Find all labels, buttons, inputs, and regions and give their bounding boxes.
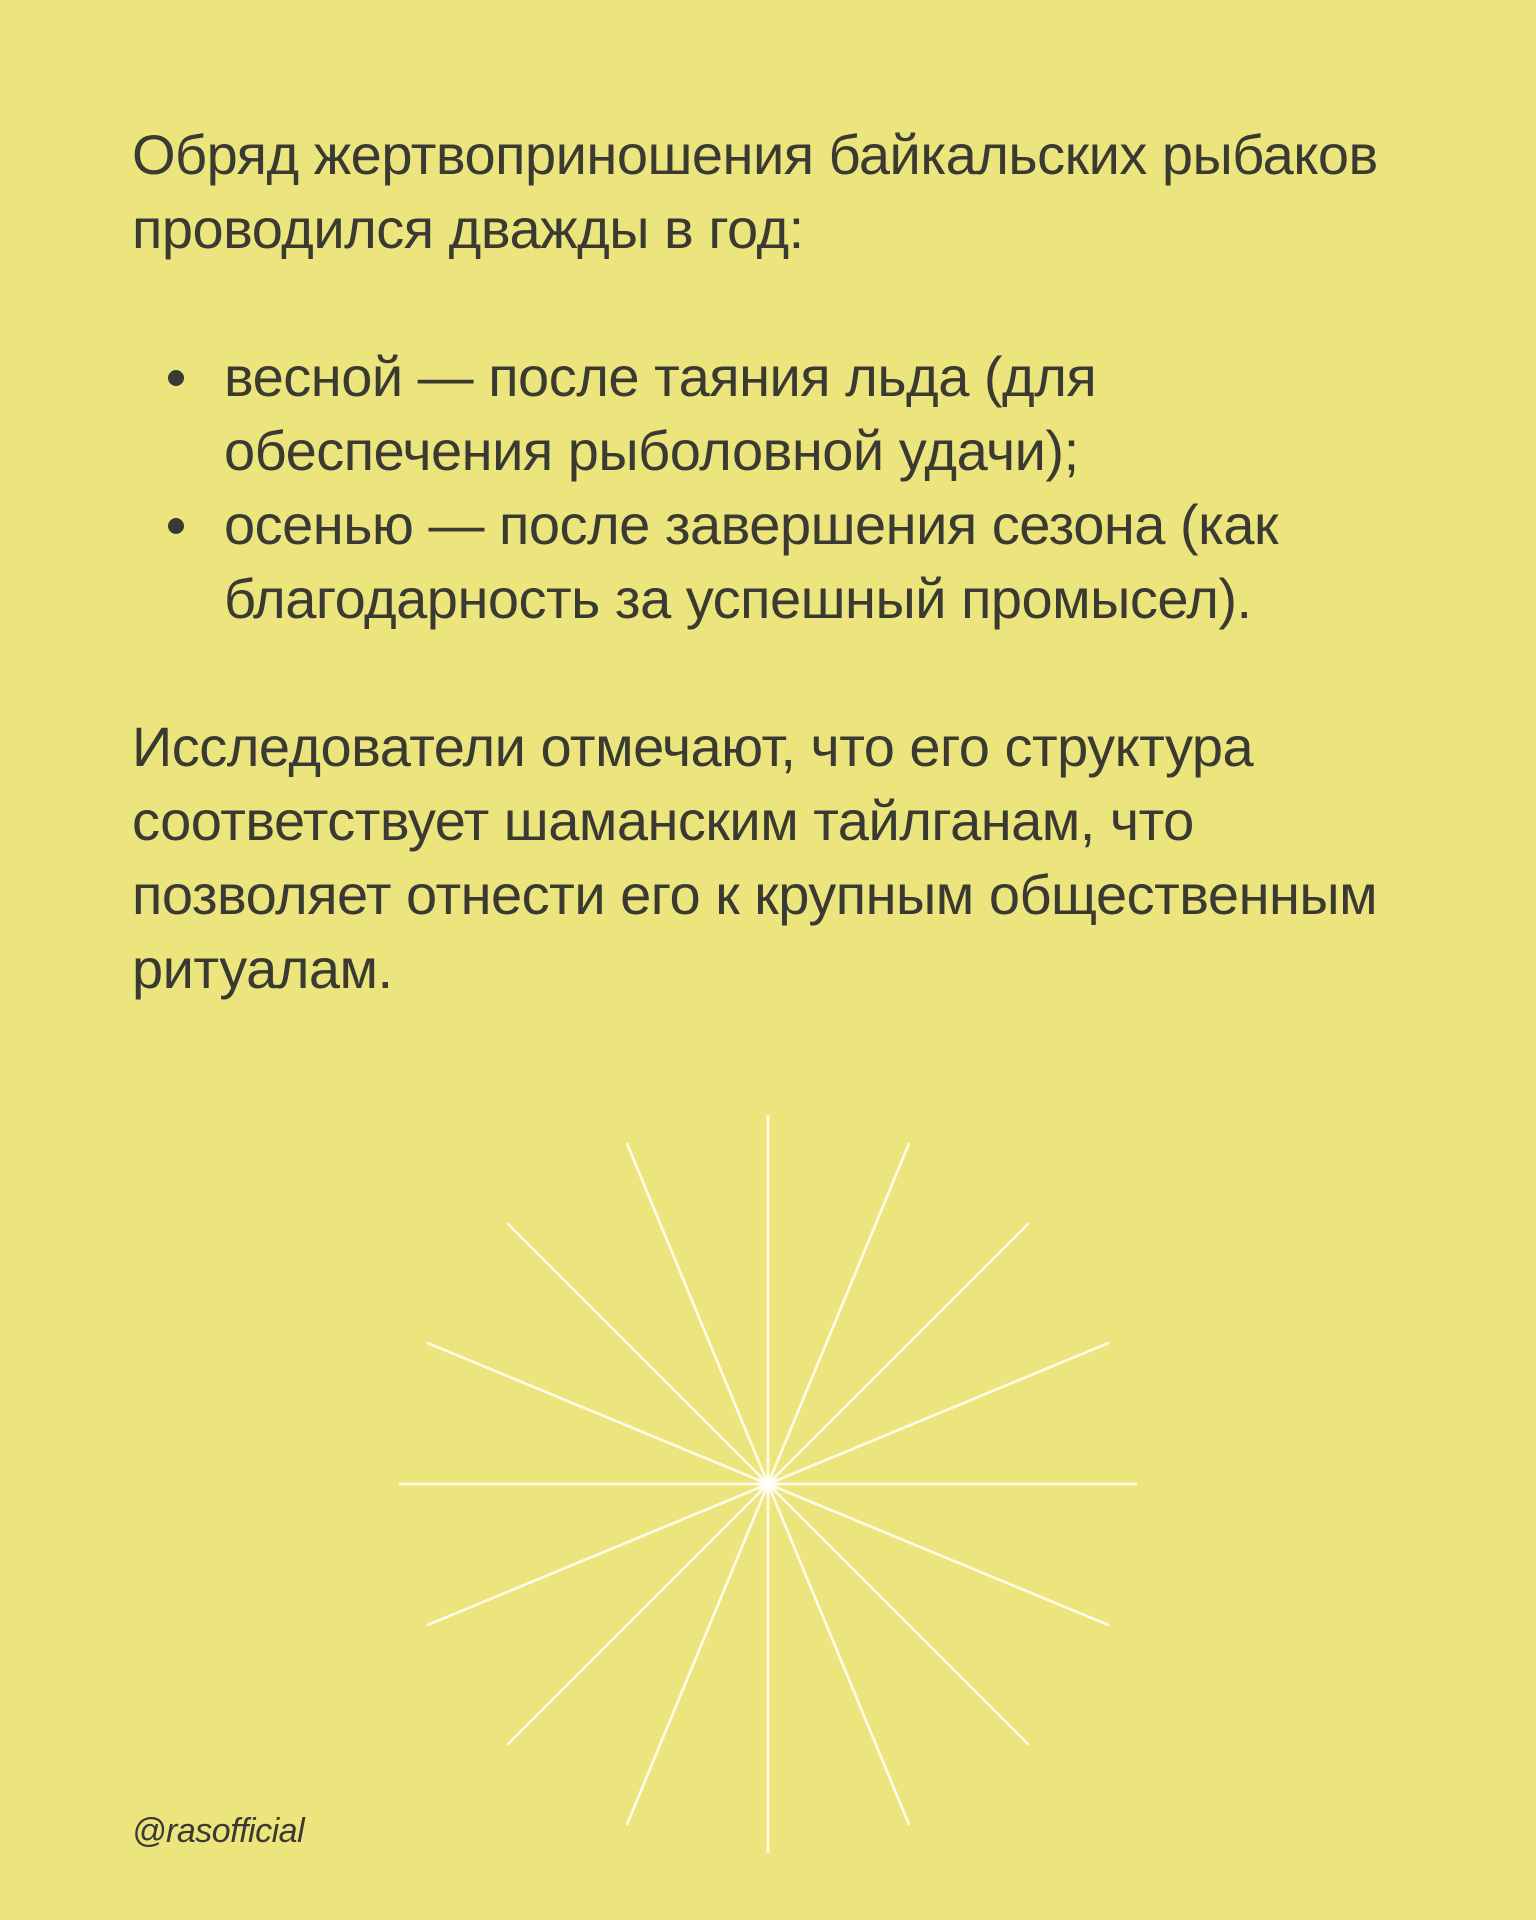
conclusion-paragraph: Исследователи отмечают, что его структура соответствует шаманским тайлганам, что позволяет отнести его к крупным общественным ритуалам.: [132, 715, 1378, 1000]
starburst-ray: [768, 1224, 1028, 1484]
list-item-text: весной — после таяния льда (для обеспечения рыболовной удачи);: [224, 345, 1097, 482]
starburst-ray: [768, 1484, 1108, 1625]
starburst-ray: [627, 1144, 768, 1484]
list-item-text: осенью — после завершения сезона (как благодарность за успешный промысел).: [224, 493, 1279, 630]
intro-paragraph: Обряд жертвоприношения байкальских рыбаков проводился дважды в год:: [132, 123, 1378, 260]
starburst-ray: [627, 1484, 768, 1824]
starburst-center: [754, 1470, 782, 1498]
starburst-ray: [428, 1484, 768, 1625]
starburst-ray: [428, 1343, 768, 1484]
starburst-ray: [508, 1224, 768, 1484]
starburst-ray: [768, 1343, 1108, 1484]
starburst-ray: [768, 1484, 1028, 1744]
account-handle: @rasofficial: [132, 1812, 305, 1850]
starburst-ray: [768, 1484, 909, 1824]
starburst-ray: [768, 1144, 909, 1484]
starburst-ray: [508, 1484, 768, 1744]
